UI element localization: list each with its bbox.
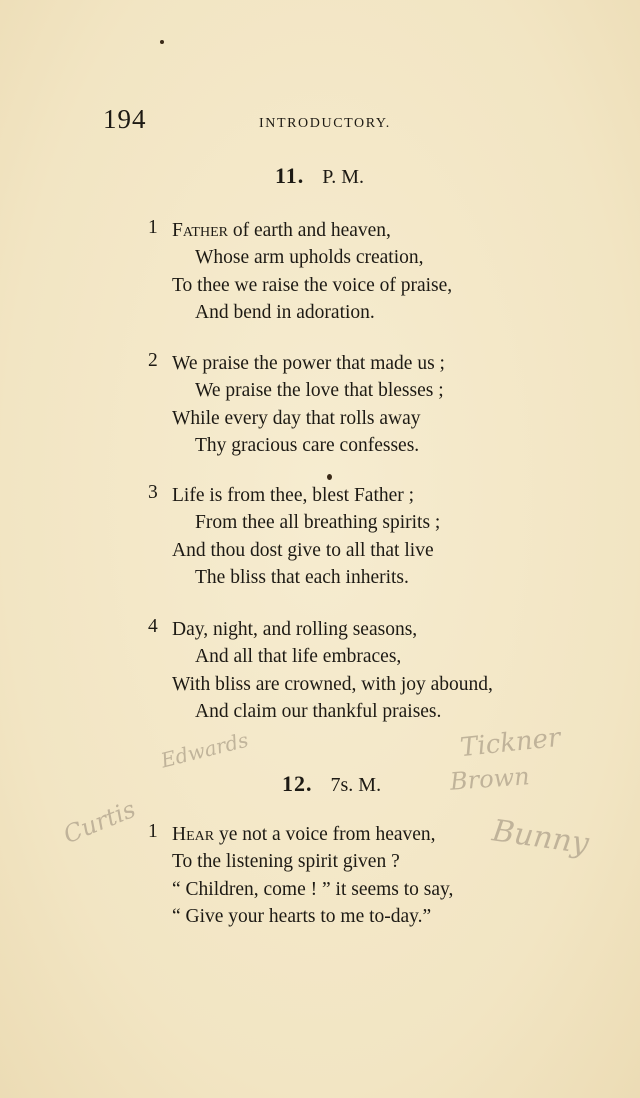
verse-line	[172, 217, 391, 244]
first-word-small-caps: Father	[172, 220, 228, 241]
verse-line: Thy gracious care confesses.	[195, 435, 420, 456]
stanza-number: 4	[148, 616, 158, 637]
hymn-meter: 7s. M.	[330, 774, 382, 796]
hymn-number: 12.	[282, 771, 313, 796]
verse-line: From thee all breathing spirits ;	[195, 512, 441, 533]
verse-line: To the listening spirit given ?	[172, 851, 400, 872]
first-line-rest: of earth and heaven,	[227, 220, 391, 241]
first-word-small-caps: Hear	[172, 824, 215, 845]
pencil-annotation: Tickner	[458, 722, 562, 764]
verse-line	[172, 821, 436, 848]
verse-line: Day, night, and rolling seasons,	[172, 619, 418, 640]
running-head: INTRODUCTORY.	[259, 116, 391, 131]
hymn-number: 11.	[275, 163, 305, 188]
hymn-12-heading	[282, 771, 381, 797]
verse-line: Whose arm upholds creation,	[195, 247, 424, 268]
hymn-meter: P. M.	[322, 166, 364, 188]
pencil-annotation: Curtis	[59, 794, 140, 850]
ink-speck	[327, 474, 332, 480]
verse-line: And claim our thankful praises.	[195, 701, 442, 722]
stanza-number: 1	[148, 821, 158, 842]
stanza-number: 1	[148, 217, 158, 238]
verse-line: To thee we raise the voice of praise,	[172, 275, 453, 296]
stanza-number: 2	[148, 350, 158, 371]
verse-line: “ Children, come ! ” it seems to say,	[172, 879, 454, 900]
pencil-annotation: Brown	[449, 762, 531, 796]
verse-line: With bliss are crowned, with joy abound,	[172, 674, 493, 695]
verse-line: And thou dost give to all that live	[172, 540, 434, 561]
verse-line: The bliss that each inherits.	[195, 567, 409, 588]
verse-line: While every day that rolls away	[172, 408, 421, 429]
verse-line: “ Give your hearts to me to-day.”	[172, 906, 432, 927]
verse-line: We praise the power that made us ;	[172, 353, 445, 374]
verse-line: And bend in adoration.	[195, 302, 375, 323]
verse-line: We praise the love that blesses ;	[195, 380, 444, 401]
verse-line: Life is from thee, blest Father ;	[172, 485, 415, 506]
pencil-annotation: Bunny	[490, 813, 591, 862]
hymn-11-heading	[275, 163, 364, 189]
verse-line: And all that life embraces,	[195, 646, 402, 667]
stanza-number: 3	[148, 482, 158, 503]
pencil-annotation: Edwards	[158, 727, 251, 773]
ink-speck	[160, 40, 164, 44]
page-number: 194	[103, 104, 147, 134]
first-line-rest: ye not a voice from heaven,	[214, 824, 436, 845]
